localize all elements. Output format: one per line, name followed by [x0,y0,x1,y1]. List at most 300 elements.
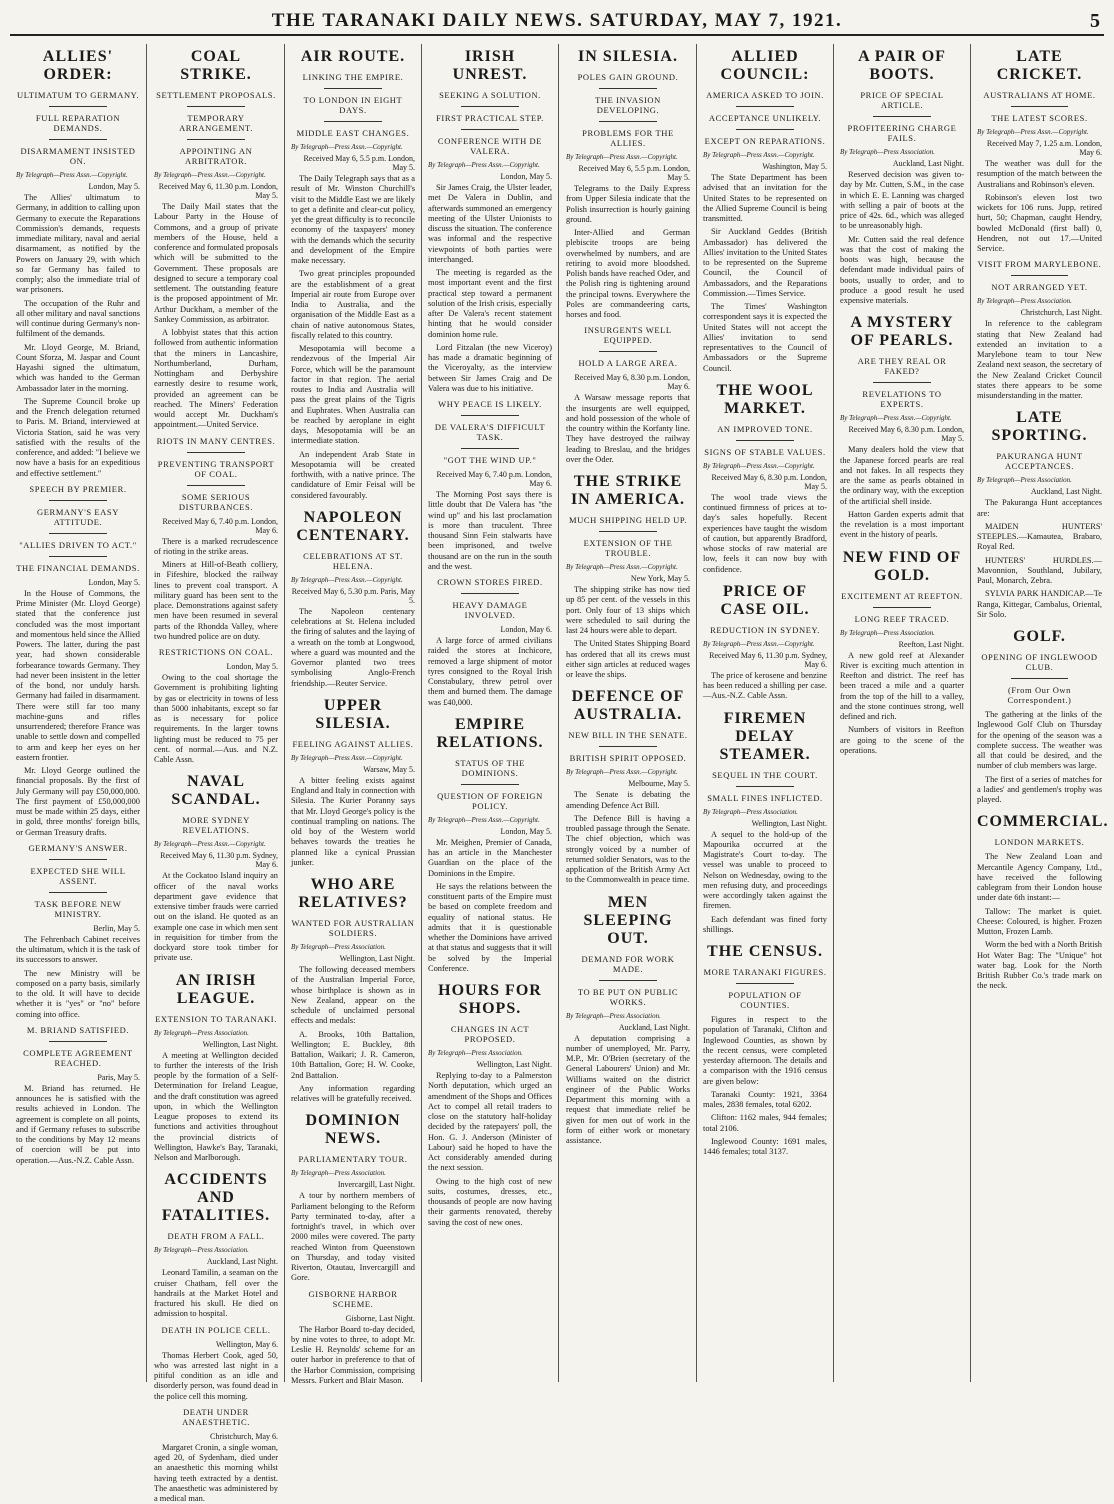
dateline: Gisborne, Last Night. [345,1313,415,1323]
divider-rule [49,556,106,557]
article-paragraph: The price of kerosene and benzine has been reduced a shilling per case.—Aus.-N.Z. Cable Assn. [703,670,827,701]
article-paragraph: The occupation of the Ruhr and all other military and naval sanctions will continue during Germany's non-fulfilment of the demands. [16,298,140,339]
dateline: Auckland, Last Night. [618,1022,690,1032]
article-subheading: AUSTRALIANS AT HOME. [983,90,1096,100]
article-subheading: (From Our Own Correspondent.) [1007,685,1072,705]
article-paragraph: The Daily Mail states that the Labour Party in the House of Commons, and a group of private members of the House, held a conference and formulated proposals which will be submitted to the Government. These proposals are designed to secure a temporary coal settlement. The outstanding feature is the proposed appointment of Mr. Arthur Duckham, a member of the Sankey Commission, as arbitrator. [154,202,278,324]
press-credit: By Telegraph—Press Assn.—Copyright. [703,151,815,159]
article [566,894,690,1147]
masthead-title: THE TARANAKI DAILY NEWS. SATURDAY, MAY 7, 1921. [271,10,843,31]
divider-rule [873,607,930,608]
article-paragraph: A lobbyist states that this action followed from authentic information that the miners in Lancashire, Northumberland, Durham, Nottingham and Derbyshire earnestly desire to resume work, provided an agreement can be reached. The Miners' Federation would accept Mr. Duckham's appointment.—United Service. [154,328,278,430]
article-subheading: "ALLIES DRIVEN TO ACT." [19,539,137,550]
divider-rule [599,531,656,532]
dateline: London, May 5. [500,172,552,181]
dateline: Received May 7, 1.25 a.m. London, May 6. [986,139,1102,157]
article-headline: IRISH UNREST. [452,48,528,83]
article-subheading: ACCEPTANCE UNLIKELY. [708,113,822,123]
article-headline: UPPER SILESIA. [315,696,391,732]
article [16,48,140,479]
article-paragraph: Owing to the coal shortage the Government is prohibiting lighting by gas or electricity in towns of less than 5000 inhabitants, except so far as is necessary for police requirements. In the larger towns lighting must be reduced to 75 per cent. of normal.—Aus. and N.Z. Cable Assn. [154,673,278,764]
article [703,382,827,575]
article-subheading: FIRST PRACTICAL STEP. [436,113,544,123]
press-credit: By Telegraph—Press Association. [977,476,1072,485]
article-headline: LATE CRICKET. [996,48,1083,83]
article-subheading: REVELATIONS TO EXPERTS. [862,389,942,410]
article-headline: PRICE OF CASE OIL. [720,582,810,618]
article-subheading: FEELING AGAINST ALLIES. [292,738,414,749]
article-subheading: SEEKING A SOLUTION. [439,90,541,100]
dateline: Received May 6, 5.30 p.m. Paris, May 5. [291,586,415,605]
divider-rule [49,533,106,534]
article-paragraph: Leonard Tamilin, a seaman on the cruiser Chatham, fell over the handrails at the Market Hotel and fractured his skull. He died on admission to hospital. [154,1268,278,1319]
article-paragraph: Inglewood County: 1691 males, 1446 females; total 3137. [703,1136,827,1156]
article [16,843,140,1020]
article-headline: NAPOLEON CENTENARY. [296,508,410,544]
article-subheading: POPULATION OF COUNTIES. [728,990,802,1010]
article-subheading: SMALL FINES INFLICTED. [707,792,823,803]
divider-rule [736,983,793,984]
divider-rule [736,440,793,441]
dateline: Wellington, May 6. [215,1339,278,1349]
article-paragraph: Any information regarding relatives will be gratefully received. [291,1083,415,1103]
article-paragraph: The gathering at the links of the Inglewood Golf Club on Thursday for the opening of the season was a complete success. The weather was all that could be desired, and the number of club members was large. [977,710,1102,771]
divider-rule [49,859,106,860]
article-subheading: GERMANY'S ANSWER. [28,842,128,853]
article-paragraph: At the Cockatoo Island inquiry an officer of the naval works department gave evidence that extensive timber frauds were carried out on the island. He quoted as an example one case in which men sent in requisition for timber from the dockyard store took timber for private use. [154,871,278,963]
masthead [10,8,1104,36]
article-paragraph: The Supreme Council broke up and the French delegation returned to Paris. M. Briand, interviewed at Victoria Station, said he was very satisfied with the results of the conference, and added: "I believe we now have a basis for an expeditious and effective settlement." [16,396,140,478]
press-credit: By Telegraph—Press Assn.—Copyright. [566,153,678,161]
dateline: Christchurch, Last Night. [1020,308,1102,318]
article-subheading: REDUCTION IN SYDNEY. [710,624,820,635]
divider-rule [49,106,106,107]
article-paragraph: A meeting at Wellington decided to further the interests of the Irish people by the formation of a Self-Determination for Ireland League, and the draft constitution was agreed upon, in which the Wellington League proposes to extend its functions and activities throughout the provincial districts of Wellington, Hawke's Bay, Taranaki, Nelson and Marlborough. [154,1050,278,1162]
dateline: Received May 6, 11.30 p.m. London, May 5. [158,182,278,200]
article-subheading: PREVENTING TRANSPORT OF COAL. [157,458,275,479]
article-subheading: EXCITEMENT AT REEFTON. [841,590,963,601]
article-subheading: RESTRICTIONS ON COAL. [158,647,274,657]
dateline: Received May 6, 5.5 p.m. London, May 5. [303,154,415,172]
divider-rule [1011,106,1069,107]
article [154,647,278,765]
article [428,577,552,708]
article-paragraph: Hatton Garden experts admit that the revelation is a most important event in the history of pearls. [840,509,964,540]
article-subheading: EXCEPT ON REPARATIONS. [704,136,826,146]
article-paragraph: Thomas Herbert Cook, aged 50, who was arrested last night in a pitiful condition as an idle and disorderly person, was found dead in the police cell this morning. [154,1350,278,1401]
article [840,549,964,757]
article-subheading: MORE TARANAKI FIGURES. [703,967,827,977]
article-paragraph: A. Brooks, 10th Battalion, Wellington; E. Buckley, 8th Battalion, Waikari; J. R. Cameron, 10th Battalion, Gore; H. W. Cooke, 2nd Battalion. [291,1029,415,1080]
article-headline: THE CENSUS. [707,943,823,960]
article-paragraph: Owing to the high cost of new suits, costumes, dresses, etc., thousands of people are now having their garments renovated, thereby saving the cost of new ones. [428,1176,552,1227]
article-subheading: APPOINTING AN ARBITRATOR. [179,146,253,166]
article-subheading: INSURGENTS WELL EQUIPPED. [584,325,672,346]
article-subheading: ULTIMATUM TO GERMANY. [16,90,140,100]
article-headline: ACCIDENTS AND FATALITIES. [161,1171,271,1225]
article-subheading: PAKURANGA HUNT ACCEPTANCES. [996,451,1083,472]
article [566,473,690,680]
article-subheading: NOT ARRANGED YET. [991,282,1088,293]
article [977,48,1102,254]
article-subheading: M. BRIAND SATISFIED. [26,1024,130,1035]
article [428,982,552,1228]
divider-rule [873,116,930,117]
article-subheading: COMPLETE AGREEMENT REACHED. [23,1047,133,1068]
column-8 [971,44,1108,1382]
press-credit: By Telegraph—Press Association. [840,148,935,156]
article-paragraph: In the House of Commons, the Prime Minister (Mr. Lloyd George) stated that the conference just concluded was the most important and momentous held since the Allied Powers. The latter, during the past year, had shown considerable forbearance towards Germany. They had never been insistent in the letter of the bond, nor unduly harsh. Germany had failed in disarmament. There were still far too many machine-guns and rifles unsurrendered; therefore France was unable to settle down and compelled to arm and keep her eyes on her eastern frontier. [16,588,140,762]
article-paragraph: The Napoleon centenary celebrations at St. Helena included the firing of salutes and the laying of a wreath on the tomb at Longwood, where a guard was mounted and the Governor planted two trees symbolising Anglo-French friendship.—Reuter Service. [291,606,415,688]
article-subheading: PARLIAMENTARY TOUR. [298,1154,408,1165]
article-paragraph: A Warsaw message reports that the insurgents are well equipped, and hold possession of the whole of the country within the Korfanty line. They have destroyed the railway leading to Breslau, and the bridges over the Oder. [566,393,690,464]
divider-rule [49,139,106,140]
article-subheading: PROBLEMS FOR THE ALLIES. [582,128,674,148]
article-subheading: LONG REEF TRACED. [854,613,950,624]
divider-rule [187,485,244,486]
article-subheading: DE VALERA'S DIFFICULT TASK. [434,422,546,442]
article-headline: NAVAL SCANDAL. [171,773,261,809]
article-paragraph: Robinson's eleven lost two wickets for 106 runs. Jupp, retired hurt, 50; Chapman, caught Hendry, bowled McDonald (first ball) 0, Hendren, not out 17.—United Service. [977,192,1102,253]
article-subheading: TO LONDON IN EIGHT DAYS. [303,95,403,115]
dateline: Auckland, Last Night. [206,1257,278,1267]
article-paragraph: The Fehrenbach Cabinet receives the ultimatum, which it is the task of its successors to answer. [16,934,140,965]
column-6 [697,44,834,1382]
press-credit: By Telegraph—Press Assn.—Copyright. [291,575,403,584]
article-subheading: LONDON MARKETS. [994,837,1085,848]
dateline: London, May 6. [500,625,552,634]
article [16,1025,140,1166]
article-subheading: POLES GAIN GROUND. [577,72,679,82]
article-paragraph: A large force of armed civilians raided the stores at Inchicore, removed a large shipment of motor tyres consigned to the Royal Irish Constabulary, threw petrol over them and burned them. The damage was £40,000. [428,636,552,707]
divider-rule [461,448,518,449]
article-paragraph: Sir James Craig, the Ulster leader, met De Valera in Dublin, and afterwards summoned an emergency meeting of the Ulster Unionists to discuss the situation. The conference was informal and the respective viewpoints of both parties were interchanged. [428,183,552,264]
article-subheading: GISBORNE HARBOR SCHEME. [308,1288,398,1309]
article-paragraph: The Harbor Board to-day decided, by nine votes to three, to adopt Mr. Leslie H. Reynolds' scheme for an outer harbor in preference to that of the Harbor Commission, comprising Messrs. Furkert and Blair Mason. [291,1324,415,1385]
dateline: Reefton, Last Night. [898,639,964,649]
press-credit: By Telegraph—Press Assn.—Copyright. [428,815,540,824]
press-credit: By Telegraph—Press Assn.—Copyright. [16,171,128,179]
divider-rule [49,892,106,893]
article [291,1112,415,1283]
press-credit: By Telegraph—Press Association. [154,1028,249,1037]
article-subheading: THE LATEST SCORES. [991,113,1088,123]
article-subheading: DEATH UNDER ANAESTHETIC. [182,1406,250,1427]
article-headline: HOURS FOR SHOPS. [438,982,542,1017]
divider-rule [187,106,244,107]
article-paragraph: In reference to the cablegram stating that New Zealand had extended an invitation to a Marylebone team to tour New Zealand next season, the secretary of the New Zealand Cricket Council states there appears to be some misunderstanding in the matter. [977,319,1102,400]
dateline: London, May 5. [500,826,552,836]
dateline: Wellington, Last Night. [751,818,827,828]
column-4 [422,44,559,1382]
divider-rule [324,88,381,89]
article-paragraph: Telegrams to the Daily Express from Upper Silesia indicate that the Polish insurrection is hourly gaining ground. [566,184,690,224]
dateline: Received May 6, 11.30 p.m. Sydney, May 6. [709,650,827,669]
article-headline: IN SILESIA. [578,48,678,65]
article [566,688,690,885]
article-subheading: MIDDLE EAST CHANGES. [296,128,410,138]
article-headline: AN IRISH LEAGUE. [175,971,257,1007]
article [840,48,964,306]
article-paragraph: Lord Fitzalan (the new Viceroy) has made a dramatic beginning of the Viceroyalty, as the interview between Sir James Craig and De Valera was due to his initiative. [428,342,552,393]
article-subheading: SPEECH BY PREMIER. [29,483,127,494]
article-subheading: CHANGES IN ACT PROPOSED. [450,1024,530,1044]
divider-rule [461,129,518,130]
article-paragraph: A bitter feeling exists against England and Italy in connection with Silesia. The Kurier Poranny says that Mr. Lloyd George's policy is the continual trampling on nations. The old boy of the Western world behaves towards the treaties he planned like a cynical Prussian junker. [291,775,415,867]
article-paragraph: Replying to-day to a Palmerston North deputation, which urged an amendment of the Shops and Offices Act to compel all retail traders to close on the statutory half-holiday decided by the ratepayers' poll, the Hon. G. J. Anderson (Minister of Labour) said he hoped to have the Act considerably amended during the next session. [428,1071,552,1173]
article-subheading: DEATH FROM A FALL. [167,1231,265,1242]
press-credit: By Telegraph—Press Assn.—Copyright. [154,840,266,849]
divider-rule [1011,678,1069,679]
divider-rule [599,746,656,747]
divider-rule [736,129,793,130]
article-paragraph: Inter-Allied and German plebiscite troops are being overwhelmed by numbers, and are retiring to avoid more bloodshed. Polish bands have reached Oder, and the Polish ring is tightening around the principal towns. Everywhere the Poles are commandeering carts, horses and food. [566,228,690,319]
article [977,259,1102,401]
press-credit: By Telegraph—Press Association. [291,1169,386,1178]
article-headline: A MYSTERY OF PEARLS. [850,314,954,350]
article-headline: EMPIRE RELATIONS. [436,715,544,751]
divider-rule [461,593,518,594]
article-subheading: GERMANY'S EASY ATTITUDE. [37,506,119,527]
divider-rule [599,121,656,122]
article-subheading: PROFITEERING CHARGE FAILS. [847,123,957,143]
article-subheading: DISARMAMENT INSISTED ON. [20,146,136,166]
article-paragraph: Figures in respect to the population of Taranaki, Clifton and Inglewood Counties, as shown by the recent census, were completed yesterday afternoon. The details and a comparison with the 1916 census are given below: [703,1015,827,1086]
press-credit: By Telegraph—Press Association. [703,807,798,816]
divider-rule [187,139,244,140]
dateline: Melbourne, May 5. [628,779,690,789]
dateline: Warsaw, May 5. [363,764,415,774]
article-paragraph: Each defendant was fined forty shillings. [703,914,827,934]
divider-rule [461,106,518,107]
article [428,399,552,572]
divider-rule [49,1041,106,1042]
press-credit: By Telegraph—Press Association. [154,1246,249,1255]
column-1 [10,44,147,1382]
article-paragraph: Miners at Hill-of-Beath colliery, in Fifeshire, blocked the railway lines to prevent coal transport. A military guard has been sent to the place. Demonstrations against safety men have been resumed in several parts of the Rhondda Valley, where two hundred police are on duty. [154,560,278,641]
article-paragraph: Margaret Cronin, a single woman, aged 20, of Sydenham, died under an anaesthetic this morning whilst having teeth extracted by a dentist. The anaesthetic was administered by a medical man. [154,1442,278,1503]
article-subheading: HOLD A LARGE AREA. [578,358,678,369]
article [291,876,415,1104]
press-credit: By Telegraph—Press Assn.—Copyright. [703,639,815,648]
dateline: Received May 6, 7.40 p.m. London, May 6. [162,516,278,535]
article-paragraph: M. Briand has returned. He announces he is satisfied with the results achieved in London. The agreement is complete on all points, and if Germany refuses to subscribe to the conditions by May 12 means of coercion will be put into operation.—Aus.-N.Z. Cable Assn. [16,1083,140,1165]
article-headline: FIREMEN DELAY STEAMER. [719,709,811,763]
divider-rule [599,980,656,981]
article-subheading: OPENING OF INGLEWOOD CLUB. [981,652,1098,672]
article-headline: ALLIED COUNCIL: [720,48,810,83]
article-paragraph: MAIDEN HUNTERS' STEEPLES.—Kamautea, Brabaro, Royal Red. [977,521,1102,552]
page-number: 5 [1090,10,1100,32]
dateline: London, May 5. [88,577,140,587]
press-credit: By Telegraph—Press Assn.—Copyright. [977,128,1089,136]
article [154,972,278,1164]
article [703,710,827,936]
dateline: Received May 6, 11.30 p.m. Sydney, May 6. [160,851,278,870]
article-headline: COAL STRIKE. [180,48,252,83]
divider-rule [1011,275,1069,276]
article-headline: DEFENCE OF AUSTRALIA. [571,688,685,724]
article-paragraph: Mr. Lloyd George outlined the financial proposals. By the first of July Germany will pay £50,000,000. The first payment of £50,000,000 must be made within 25 days, either in gold, three months' foreign bills, or German Treasury drafts. [16,766,140,837]
article-paragraph: Tallow: The market is quiet. Cheese: Coloured, is higher. Frozen Mutton, Frozen Lamb. [977,906,1102,936]
article [428,716,552,974]
article-subheading: SOME SERIOUS DISTURBANCES. [178,491,254,512]
article-subheading: WANTED FOR AUSTRALIAN SOLDIERS. [291,918,415,938]
column-7 [834,44,971,1382]
article-paragraph: The new Ministry will be composed on a party basis, similarly to the old. It will have to decide whether it is "yes" or "no" before coming into office. [16,968,140,1019]
dateline: Berlin, May 5. [93,923,140,933]
article-subheading: BRITISH SPIRIT OPPOSED. [569,753,687,764]
article [703,48,827,374]
article-headline: MEN SLEEPING OUT. [583,893,673,947]
article [154,1171,278,1319]
dateline: Wellington, Last Night. [202,1039,278,1049]
article-paragraph: The Morning Post says there is little doubt that De Valera has "the wind up" and his last proclamation is more than truculent. Three thousand Sinn Fein stalwarts have been imprisoned, and twelve thousand are on the run in the south and the west. [428,490,552,571]
press-credit: By Telegraph—Press Assn.—Copyright. [840,414,952,423]
article-paragraph: Sir Auckland Geddes (British Ambassador) has delivered the Allies' invitation to the United States to be represented on the Supreme Council, the Council of Ambassadors, and the Reparations Commission.—Times Service. [703,227,827,298]
press-credit: By Telegraph—Press Association. [291,943,386,951]
divider-rule [324,121,381,122]
article-subheading: TEMPORARY ARRANGEMENT. [179,113,253,133]
article-paragraph: Many dealers hold the view that the Japanese forced pearls are real and not fakes. In all respects they are the same as pearls obtained in the ordinary way, with the exception of the artificial shell inside. [840,445,964,506]
article-subheading: HEAVY DAMAGE INVOLVED. [452,600,528,620]
dateline: Wellington, Last Night. [476,1060,552,1069]
press-credit: By Telegraph—Press Association. [840,628,935,637]
divider-rule [461,415,518,416]
article [977,628,1102,805]
article-paragraph: The United States Shipping Board has ordered that all its crews must either sign articles at reduced wages or leave the ships. [566,639,690,679]
article-paragraph: A sequel to the hold-up of the Mapourika occurred at the Magistrate's Court to-day. The vessel was unable to proceed to Nelson on Wednesday, owing to the men refusing duty, and proceedings were accordingly taken against the firemen. [703,829,827,911]
article-paragraph: Reserved decision was given to-day by Mr. Cutten, S.M., in the case in which E. E. Lanning was charged with selling a pair of boots at the price of 42s. 6d., which was alleged to be unreasonably high. [840,170,964,231]
dateline: Washington, May 5. [762,162,827,171]
article-subheading: NEW BILL IN THE SENATE. [568,730,688,741]
press-credit: By Telegraph—Press Association. [566,1011,661,1020]
article-paragraph: The first of a series of matches for a ladies' and gentlemen's trophy was played. [977,774,1102,804]
article-paragraph: The Pakuranga Hunt acceptances are: [977,498,1102,518]
press-credit: By Telegraph—Press Association. [977,297,1072,306]
article-paragraph: The Allies' ultimatum to Germany, in addition to calling upon Germany to execute the Reparations Commission's demands, requests immediate military, naval and aerial disarmament, as notified by the Powers on January 29, with which so far Germany has failed to comply; also the immediate trial of war prisoners. [16,193,140,295]
article-paragraph: Mr. Cutten said the real defence was that the cost of making the boots was high, because the defendant made individual pairs of boots, usually to order, and to produce a good result he used expensive materials. [840,234,964,305]
dateline: Invercargill, Last Night. [337,1180,415,1190]
article-subheading: EXPECTED SHE WILL ASSENT. [30,865,126,886]
article-headline: THE WOOL MARKET. [716,381,814,417]
article-headline: WHO ARE RELATIVES? [298,876,408,911]
article-subheading: LINKING THE EMPIRE. [302,72,404,82]
article-paragraph: The State Department has been advised that an invitation for the United States to be represented on the Allied Supreme Council is being transmitted. [703,173,827,223]
press-credit: By Telegraph—Press Assn.—Copyright. [566,768,678,777]
article [291,697,415,868]
dateline: Christchurch, May 6. [210,1431,278,1441]
article-paragraph: The Defence Bill is having a troubled passage through the Senate. The chief objection, which was strongly voiced by a number of returned soldier Senators, was to the application of the British Army Act to the Commonwealth in peace time. [566,813,690,885]
article-paragraph: There is a marked recrudescence of rioting in the strike areas. [154,536,278,556]
article-subheading: FULL REPARATION DEMANDS. [35,113,121,133]
article-paragraph: Worm the bed with a North British Hot Water Bag: The "Unique" hot water bag. Look for the North British Rubber Co.'s trade mark on the neck. [977,940,1102,991]
divider-rule [736,786,793,787]
press-credit: By Telegraph—Press Assn.—Copyright. [566,563,678,571]
article-subheading: CROWN STORES FIRED. [437,577,543,587]
dateline: Auckland, Last Night. [1030,487,1102,497]
dateline: New York, May 5. [630,574,690,583]
article-paragraph: The following deceased members of the Australian Imperial Force, whose birthplace is shown as in New Zealand, appear on the schedule of unclaimed personal effects and medals: [291,965,415,1026]
article-subheading: ARE THEY REAL OR FAKED? [857,356,947,377]
article-subheading: MUCH SHIPPING HELD UP. [568,515,688,525]
article [977,813,1109,991]
article [154,773,278,963]
article [703,583,827,702]
article-paragraph: The wool trade views the continued firmness of prices at to-day's sales hopefully. Recent experiences have taught the wisdom of caution, but apparently Bradford, whose stocks of raw material are low, feels it can now buy with confidence. [703,492,827,574]
article [566,325,690,465]
article-subheading: TO BE PUT ON PUBLIC WORKS. [577,986,679,1007]
article [840,314,964,540]
dateline: Received May 6, 8.30 p.m. London, May 5. [711,472,827,491]
article-paragraph: A new gold reef at Alexander River is exciting much attention in Reefton and district. The reef has been traced a mile and a quarter from the top of the hill to a valley, and the stone continues strong, well defined and rich. [840,650,964,721]
article-paragraph: Mesopotamia will become a rendezvous of the Imperial Air Force, which will be the paramount factor in that region. The aerial routes to India and Australia will pass the great plains of the Tigris and Euphrates. When Australia can be reached by aeroplane in eight days, Mesopotamia will be an intermediate station. [291,344,415,446]
divider-rule [461,784,518,785]
divider-rule [873,382,930,383]
article-paragraph: Mr. Meighen, Premier of Canada, has an article in the Manchester Guardian on the place of the Dominions in the Empire. [428,837,552,878]
article [428,48,552,394]
article-subheading: DEMAND FOR WORK MADE. [581,953,675,974]
article [154,48,278,431]
article-headline: ALLIES' ORDER: [42,48,114,83]
dateline: Received May 6, 8.30 p.m. London, May 6. [574,373,690,392]
divider-rule [736,106,793,107]
dateline: Received May 6, 8.30 p.m. London, May 5. [848,425,964,444]
article-paragraph: The Daily Telegraph says that as a result of Mr. Winston Churchill's visit to the Middle East we are likely to get a definite and clear-cut policy, yet the great difficulty is to reconcile economy of the taxpayers' money with the demands which the security and development of the Empire make necessary. [291,174,415,265]
column-5 [560,44,697,1382]
article-paragraph: A deputation comprising a number of unemployed, Mr. Parry, M.P., Mr. O'Brien (secretary of the General Labourers' Union) and Mr. Williams waited on the district engineer of the Public Works Department this morning with a request that immediate relief be given for men out of work in the form of either work or monetary assistance. [566,1033,690,1145]
article-headline: COMMERCIAL. [977,813,1109,831]
dateline: Received May 6, 7.40 p.m. London, May 6. [436,470,552,488]
article [291,48,415,501]
article-subheading: EXTENSION OF THE TROUBLE. [583,538,673,558]
divider-rule [187,452,244,453]
article [16,484,140,838]
press-credit: By Telegraph—Press Assn.—Copyright. [154,171,266,179]
article-subheading: "GOT THE WIND UP." [443,455,537,465]
article-subheading: AMERICA ASKED TO JOIN. [706,90,824,100]
article-subheading: CELEBRATIONS AT ST. HELENA. [303,550,403,571]
press-credit: By Telegraph—Press Assn.—Copyright. [703,461,815,470]
article-subheading: MORE SYDNEY REVELATIONS. [182,815,250,836]
article-headline: AIR ROUTE. [300,48,406,65]
article-headline: THE STRIKE IN AMERICA. [570,473,686,508]
article-subheading: QUESTION OF FOREIGN POLICY. [437,790,543,811]
article-subheading: AN IMPROVED TONE. [717,423,813,434]
article-paragraph: HUNTERS' HURDLES.—Mavonnion, Southland, Jubilary, Paul, Monarch, Zebra. [977,555,1102,585]
press-credit: By Telegraph—Press Assn.—Copyright. [428,161,540,169]
article-subheading: THE FINANCIAL DEMANDS. [16,562,140,573]
article-headline: LATE SPORTING. [991,409,1088,445]
article-subheading: THE INVASION DEVELOPING. [595,95,661,115]
article-headline: NEW FIND OF GOLD. [842,548,962,584]
article [703,943,827,1157]
article-paragraph: An independent Arab State in Mesopotamia will be created forthwith, with a native prince. The candidature of Emir Feisal will be considered favourably. [291,449,415,500]
dateline: London, May 5. [88,182,140,191]
article-headline: GOLF. [1013,628,1066,645]
article-subheading: SEQUEL IN THE COURT. [712,769,818,780]
article-subheading: SIGNS OF STABLE VALUES. [704,446,826,457]
article-subheading: DEATH IN POLICE CELL. [161,1324,271,1335]
divider-rule [599,88,656,89]
article-paragraph: The Times' Washington correspondent says it is expected the United States will not accept the Allies' invitation to send representatives to the Council of Ambassadors or the Supreme Council. [703,302,827,373]
article-subheading: RIOTS IN MANY CENTRES. [156,435,276,446]
article-paragraph: Taranaki County: 1921, 3364 males, 2838 females, total 6202. [703,1089,827,1109]
article [977,409,1102,620]
article-subheading: WHY PEACE IS LIKELY. [438,399,542,409]
press-credit: By Telegraph—Press Association. [428,1049,523,1057]
article-paragraph: He says the relations between the constituent parts of the Empire must be based on complete freedom and equality of national status. He admits that it is questionable whether the Dominions have arrived at that status and suggests that it will be solved by the Imperial Conference. [428,881,552,973]
